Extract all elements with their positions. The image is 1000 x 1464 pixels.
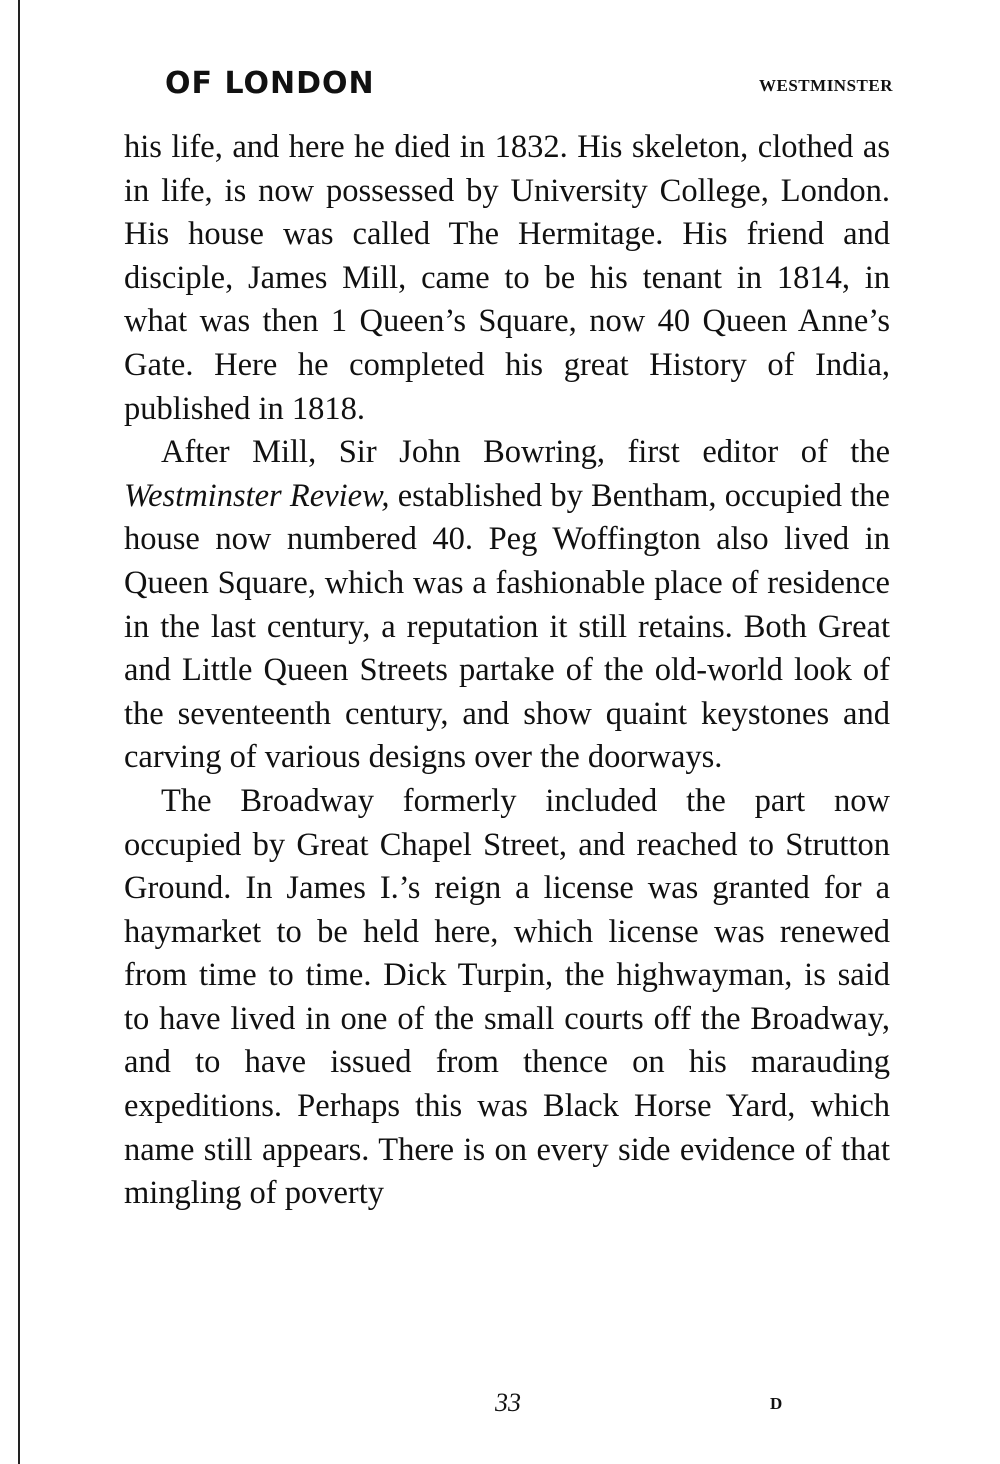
page-number: 33 bbox=[495, 1388, 521, 1417]
page-body bbox=[124, 126, 890, 1216]
running-head-section: WESTMINSTER bbox=[759, 76, 893, 95]
paragraph-1: his life, and here he died in 1832. His skeleton, clothed as in life, is now possessed by University College, London. His house was called The Hermitage. His friend and disciple, James Mill, came to be his tenant in 1814, in what was then 1 Queen’s Square, now 40 Queen Anne’s Gate. Here he completed his great History of India, published in 1818. bbox=[124, 129, 890, 427]
signature-mark: D bbox=[770, 1394, 783, 1413]
paragraph-2 bbox=[124, 431, 890, 780]
running-header bbox=[165, 66, 893, 106]
running-head-title: OF LONDON bbox=[165, 66, 375, 101]
page-binding-edge bbox=[18, 0, 20, 1464]
periodical-title: Westminster Review, bbox=[124, 477, 390, 514]
paragraph-2-lead: After Mill, Sir John Bowring, first editor of the bbox=[161, 434, 890, 471]
paragraph-2-rest: established by Bentham, occupied the house now numbered 40. Peg Woffington also lived in Queen Square, which was a fashionable place of residence in the last century, a reputation it still retains. Both Great and Little Queen Streets partake of the old-world look of the seventeenth century, and show quaint keystones and carving of various designs over the doorways. bbox=[124, 477, 890, 776]
paragraph-3: The Broadway formerly included the part now occupied by Great Chapel Street, and reached to Strutton Ground. In James I.’s reign a license was granted for a haymarket to be held here, which license was renewed from time to time. Dick Turpin, the highwayman, is said to have lived in one of the small courts off the Broadway, and to have issued from thence on his marauding expeditions. Perhaps this was Black Horse Yard, which name still appears. There is on every side evidence of that mingling of poverty bbox=[124, 782, 890, 1212]
